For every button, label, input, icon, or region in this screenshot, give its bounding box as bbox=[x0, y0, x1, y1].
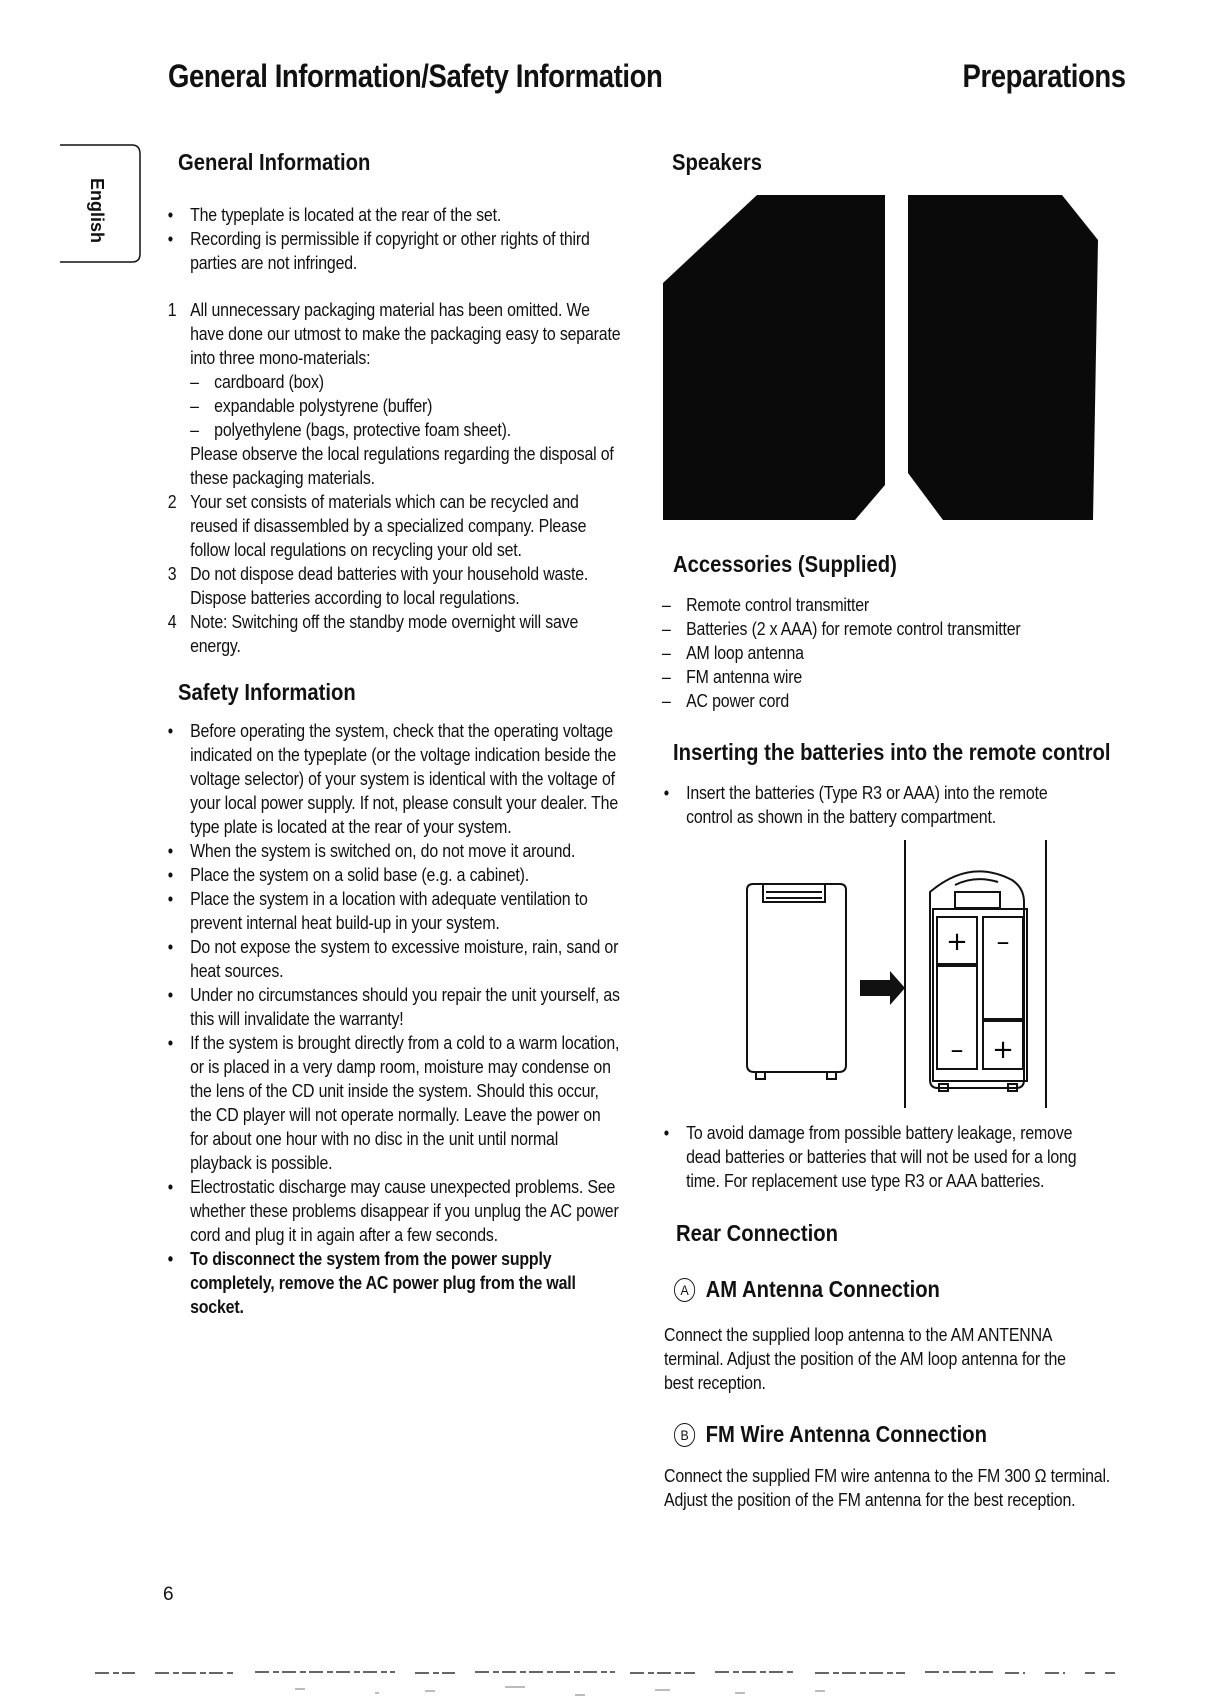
item-number: 3 bbox=[167, 563, 177, 584]
general-info-heading: General Information bbox=[178, 149, 371, 175]
rear-connection-heading: Rear Connection bbox=[676, 1220, 838, 1246]
battery-cover bbox=[747, 884, 846, 1079]
general-info-bullets bbox=[166, 203, 696, 275]
list-item: • Before operating the system, check that the operating voltage indicated on the typeplate (or the voltage indication beside the voltage selector) of your system is identical with the voltage of your local power supply. If not, please consult your dealer. The type plate is located at the rear of your system. bbox=[166, 719, 622, 839]
battery-illustration bbox=[740, 840, 1060, 1110]
speaker-left bbox=[663, 195, 885, 520]
list-item: – FM antenna wire bbox=[662, 665, 1092, 689]
batteries-bullet-2 bbox=[662, 1121, 1162, 1193]
item-number: 4 bbox=[167, 611, 177, 632]
item-number: 2 bbox=[167, 491, 177, 512]
safety-info-bullets bbox=[166, 719, 696, 1319]
item-number: 1 bbox=[167, 299, 177, 320]
battery-minus-top: – bbox=[996, 927, 1010, 957]
sub-item: – expandable polystyrene (buffer) bbox=[190, 394, 622, 418]
list-item: • The typeplate is located at the rear of the set. bbox=[166, 203, 622, 227]
battery-plus-top: + bbox=[946, 927, 968, 957]
list-item: • Insert the batteries (Type R3 or AAA) into the remote control as shown in the battery compartment. bbox=[662, 781, 1092, 829]
scan-artifact bbox=[95, 1665, 1125, 1705]
speaker-right bbox=[908, 195, 1098, 520]
list-item: • Do not expose the system to excessive moisture, rain, sand or heat sources. bbox=[166, 935, 622, 983]
section-title-preparations: Preparations bbox=[962, 58, 1126, 94]
list-item: • Recording is permissible if copyright or other rights of third parties are not infringed. bbox=[166, 227, 622, 275]
general-info-numbered bbox=[166, 298, 696, 658]
batteries-heading: Inserting the batteries into the remote control bbox=[673, 739, 1111, 765]
speakers-illustration bbox=[660, 195, 1130, 525]
fm-antenna-heading: B FM Wire Antenna Connection bbox=[674, 1421, 987, 1448]
battery-plus-bottom: + bbox=[992, 1035, 1014, 1065]
safety-info-heading: Safety Information bbox=[178, 679, 356, 705]
sub-item: – cardboard (box) bbox=[190, 370, 622, 394]
list-item: • If the system is brought directly from a cold to a warm location, or is placed in a very damp room, moisture may condense on the lens of the CD unit inside the system. Should this occur, the CD player will not operate normally. Leave the power on for about one hour with no disc in the unit until normal playback is possible. bbox=[166, 1031, 622, 1175]
list-item: • Electrostatic discharge may cause unexpected problems. See whether these problems disappear if you unplug the AC power cord and plug it in again after a few seconds. bbox=[166, 1175, 622, 1247]
page-title: General Information/Safety Information bbox=[168, 58, 663, 94]
list-item: 3 Do not dispose dead batteries with your household waste. Dispose batteries according to local regulations. bbox=[167, 563, 589, 608]
list-item: • To avoid damage from possible battery leakage, remove dead batteries or batteries that will not be used for a long time. For replacement use type R3 or AAA batteries. bbox=[662, 1121, 1092, 1193]
accessories-heading: Accessories (Supplied) bbox=[673, 551, 897, 577]
am-antenna-heading: A AM Antenna Connection bbox=[674, 1276, 940, 1303]
list-item-warning: • To disconnect the system from the power supply completely, remove the AC power plug from the wall socket. bbox=[166, 1247, 622, 1319]
language-tab-label: English bbox=[87, 178, 107, 244]
list-item: • Under no circumstances should you repair the unit yourself, as this will invalidate the warranty! bbox=[166, 983, 622, 1031]
list-item: – Remote control transmitter bbox=[662, 593, 1092, 617]
accessories-list bbox=[662, 593, 1162, 713]
batteries-bullet-1 bbox=[662, 781, 1162, 829]
list-item: • When the system is switched on, do not move it around. bbox=[166, 839, 622, 863]
speakers-heading: Speakers bbox=[672, 149, 763, 175]
sub-item: – polyethylene (bags, protective foam sheet). bbox=[190, 418, 622, 442]
list-item: – Batteries (2 x AAA) for remote control transmitter bbox=[662, 617, 1092, 641]
list-item: 4 Note: Switching off the standby mode overnight will save energy. bbox=[167, 611, 579, 656]
marker-a-icon: A bbox=[674, 1278, 695, 1302]
fm-antenna-text: Connect the supplied FM wire antenna to the FM 300 Ω terminal. Adjust the position of the FM antenna for the best reception. bbox=[664, 1465, 1111, 1510]
list-item: • Place the system on a solid base (e.g. a cabinet). bbox=[166, 863, 622, 887]
language-tab bbox=[60, 144, 142, 264]
battery-minus-bottom: – bbox=[950, 1035, 964, 1065]
list-item: 1 All unnecessary packaging material has been omitted. We have done our utmost to make the packaging easy to separate into three mono-materials: – cardboard (box) – expandable polystyrene (buffer) – polyethylene (bags, protective foam sheet). Please observe the local regulations regarding the disposal of these packaging materials. bbox=[166, 298, 622, 490]
list-item: – AM loop antenna bbox=[662, 641, 1092, 665]
list-item: 2 Your set consists of materials which can be recycled and reused if disassembled by a specialized company. Please follow local regulations on recycling your old set. bbox=[167, 491, 587, 560]
am-antenna-text: Connect the supplied loop antenna to the AM ANTENNA terminal. Adjust the position of the AM loop antenna for the best reception. bbox=[664, 1324, 1066, 1393]
list-item: • Place the system in a location with adequate ventilation to prevent internal heat build-up in your system. bbox=[166, 887, 622, 935]
marker-b-icon: B bbox=[674, 1423, 695, 1447]
list-item: – AC power cord bbox=[662, 689, 1092, 713]
page-number: 6 bbox=[163, 1584, 174, 1605]
arrow-right-icon bbox=[860, 971, 905, 1005]
